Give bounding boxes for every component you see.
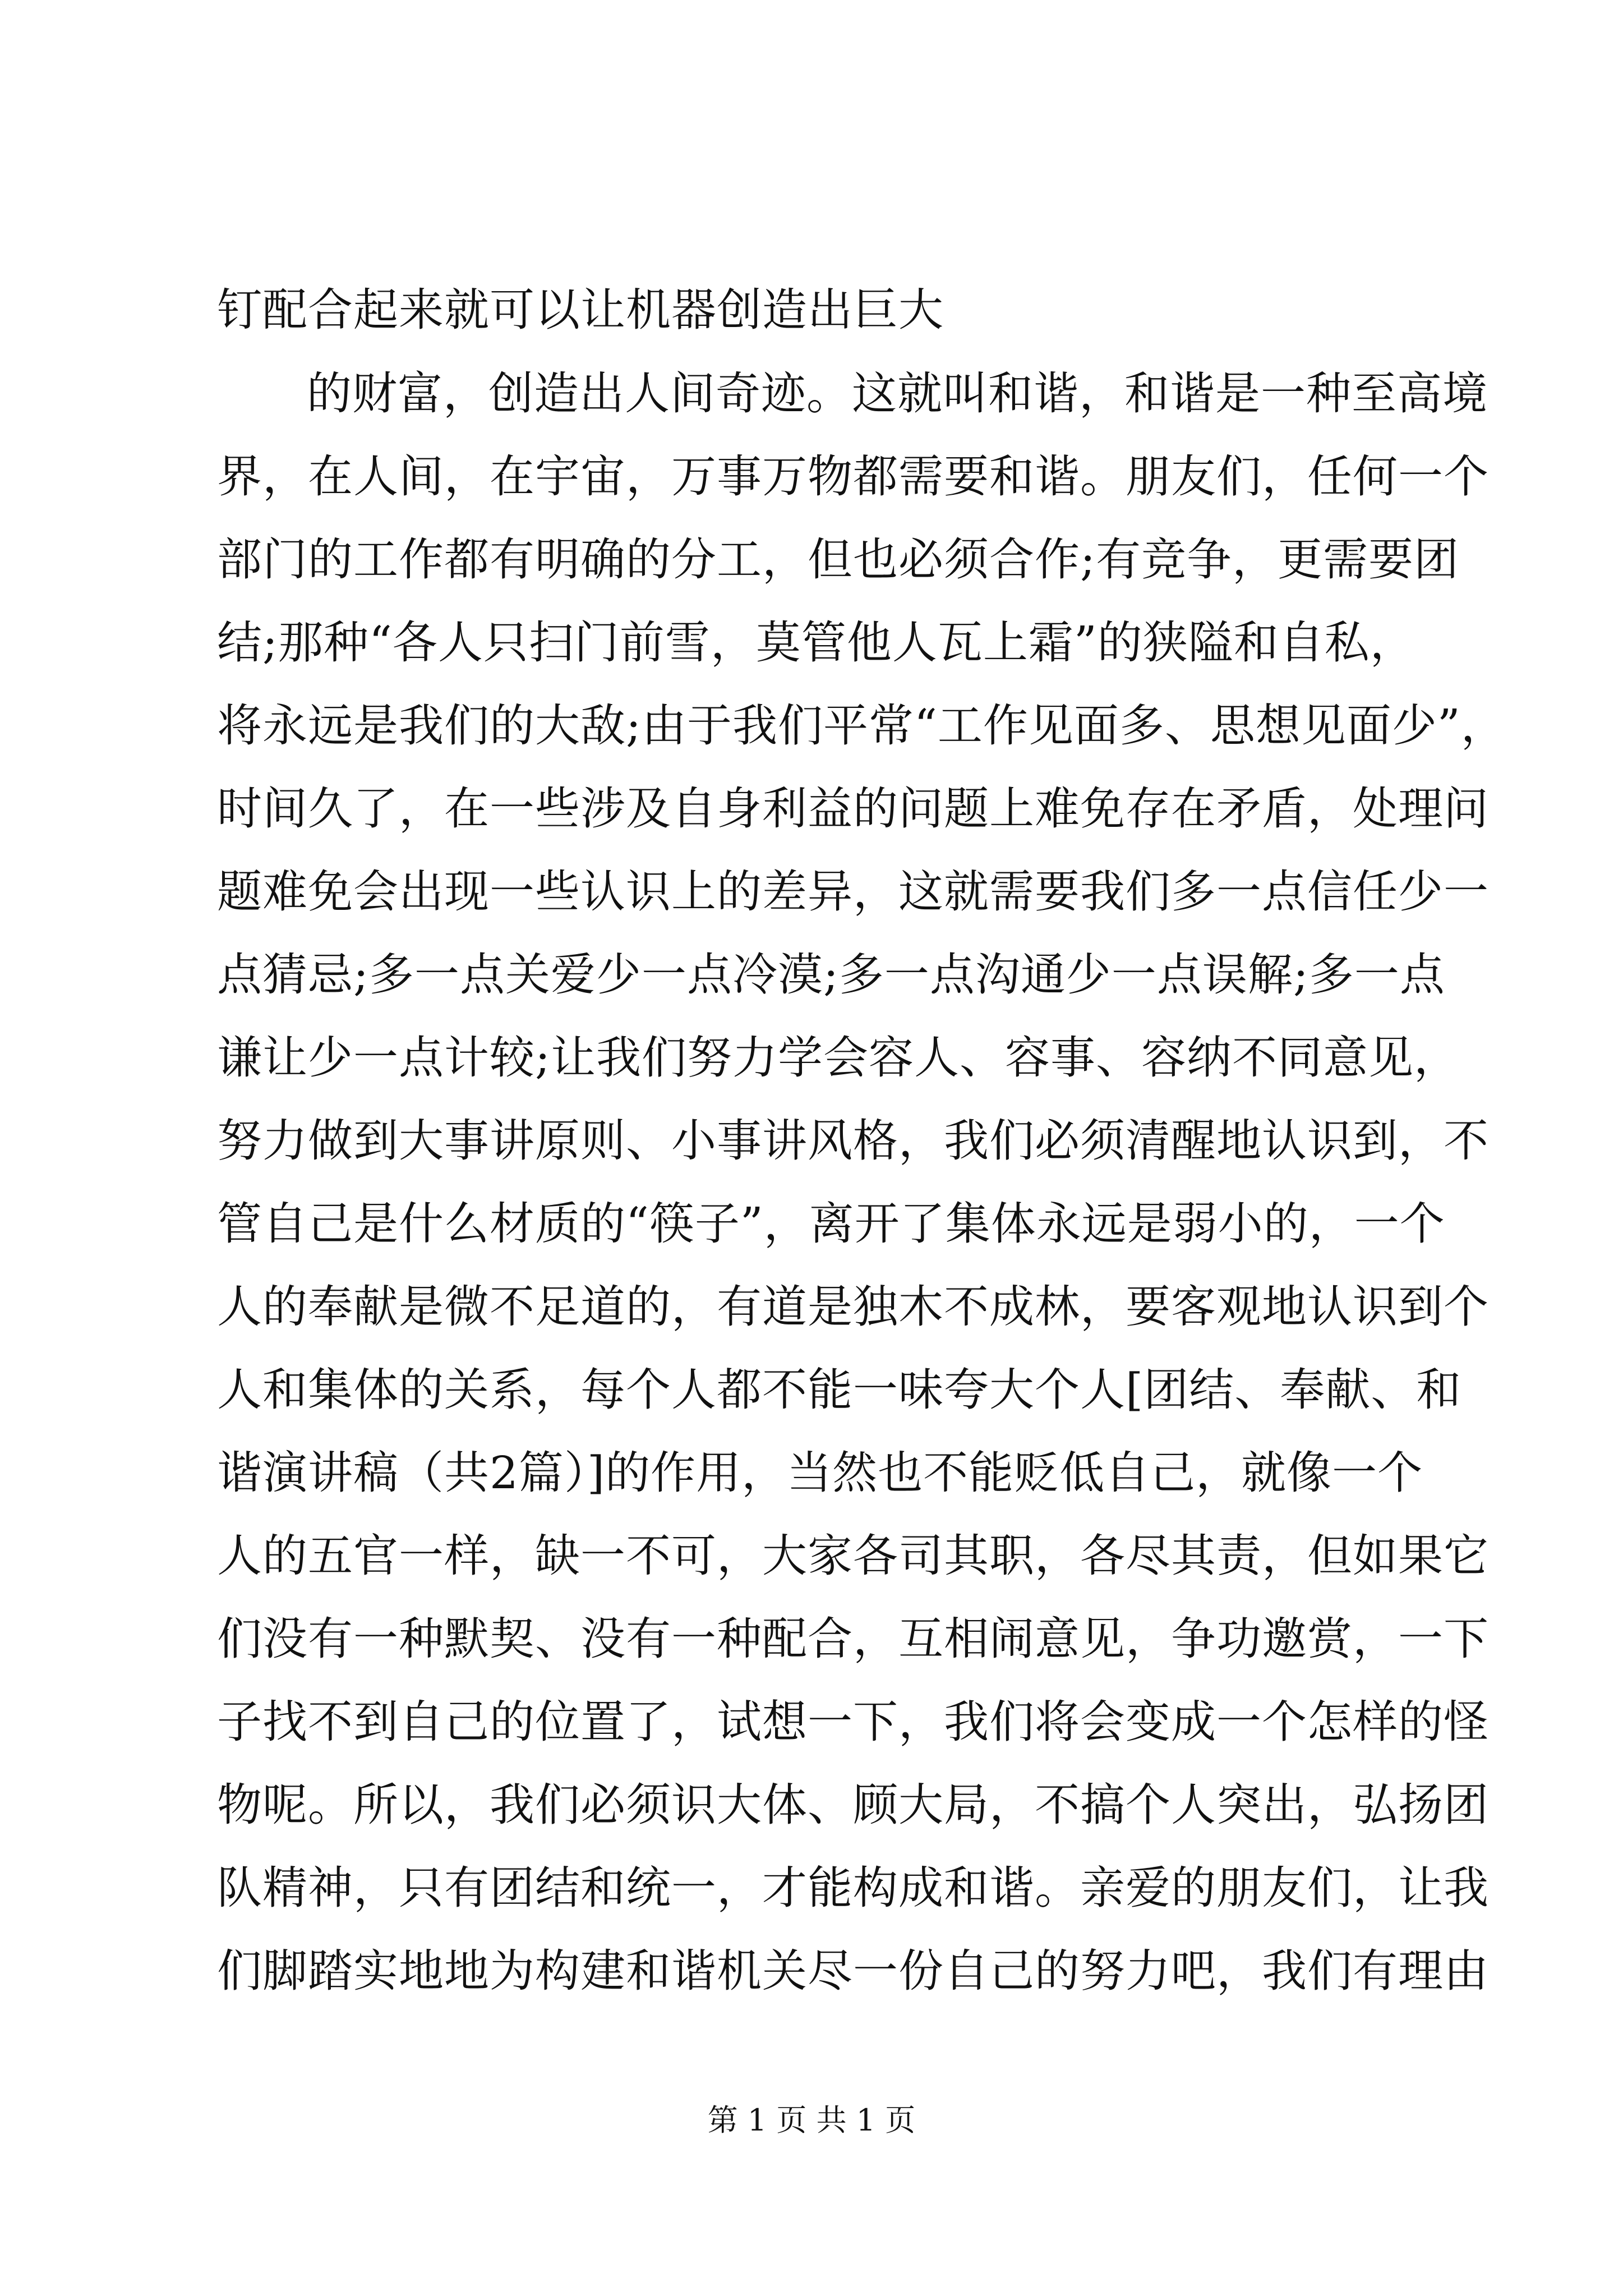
text-line: 题难免会出现一些认识上的差异，这就需要我们多一点信任少一: [217, 866, 1489, 918]
text-line: 努力做到大事讲原则、小事讲风格，我们必须清醒地认识到，不: [217, 1115, 1489, 1167]
text-line: 子找不到自己的位置了，试想一下，我们将会变成一个怎样的怪: [217, 1696, 1489, 1748]
text-line: 部门的工作都有明确的分工，但也必须合作;有竞争，更需要团: [217, 533, 1459, 586]
text-line: 点猜忌;多一点关爱少一点冷漠;多一点沟通少一点误解;多一点: [217, 949, 1445, 1001]
text-line: 们没有一种默契、没有一种配合，互相闹意见，争功邀赏，一下: [217, 1613, 1489, 1665]
text-line: 结;那种“各人只扫门前雪，莫管他人瓦上霜”的狭隘和自私，: [217, 616, 1415, 669]
text-line: 们脚踏实地地为构建和谐机关尽一份自己的努力吧，我们有理由: [217, 1945, 1489, 1997]
first-line: 钉配合起来就可以让机器创造出巨大: [217, 284, 944, 336]
text-line: 谦让少一点计较;让我们努力学会容人、容事、容纳不同意见，: [217, 1032, 1459, 1084]
text-line: 物呢。所以，我们必须识大体、顾大局，不搞个人突出，弘扬团: [217, 1779, 1489, 1831]
text-line: 人的奉献是微不足道的，有道是独木不成林，要客观地认识到个: [217, 1281, 1489, 1333]
text-line: 管自己是什么材质的“筷子”，离开了集体永远是弱小的，一个: [217, 1198, 1445, 1250]
body-text: [217, 352, 1506, 2013]
text-line: 谐演讲稿（共2篇）]的作用，当然也不能贬低自己，就像一个: [217, 1447, 1423, 1499]
text-line: 队精神，只有团结和统一，才能构成和谐。亲爱的朋友们，让我: [217, 1862, 1489, 1914]
text-line: 人的五官一样，缺一不可，大家各司其职，各尽其责，但如果它: [217, 1530, 1489, 1582]
text-line: 界，在人间，在宇宙，万事万物都需要和谐。朋友们，任何一个: [217, 450, 1489, 503]
text-line: 将永远是我们的大敌;由于我们平常“工作见面多、思想见面少”，: [217, 700, 1506, 752]
text-line: 的财富，创造出人间奇迹。这就叫和谐，和谐是一种至高境: [307, 367, 1488, 420]
page-number-footer: 第 1 页 共 1 页: [707, 2102, 916, 2138]
text-line: 人和集体的关系，每个人都不能一味夸大个人[团结、奉献、和: [217, 1364, 1462, 1416]
text-line: 时间久了，在一些涉及自身利益的问题上难免存在矛盾，处理问: [217, 783, 1489, 835]
